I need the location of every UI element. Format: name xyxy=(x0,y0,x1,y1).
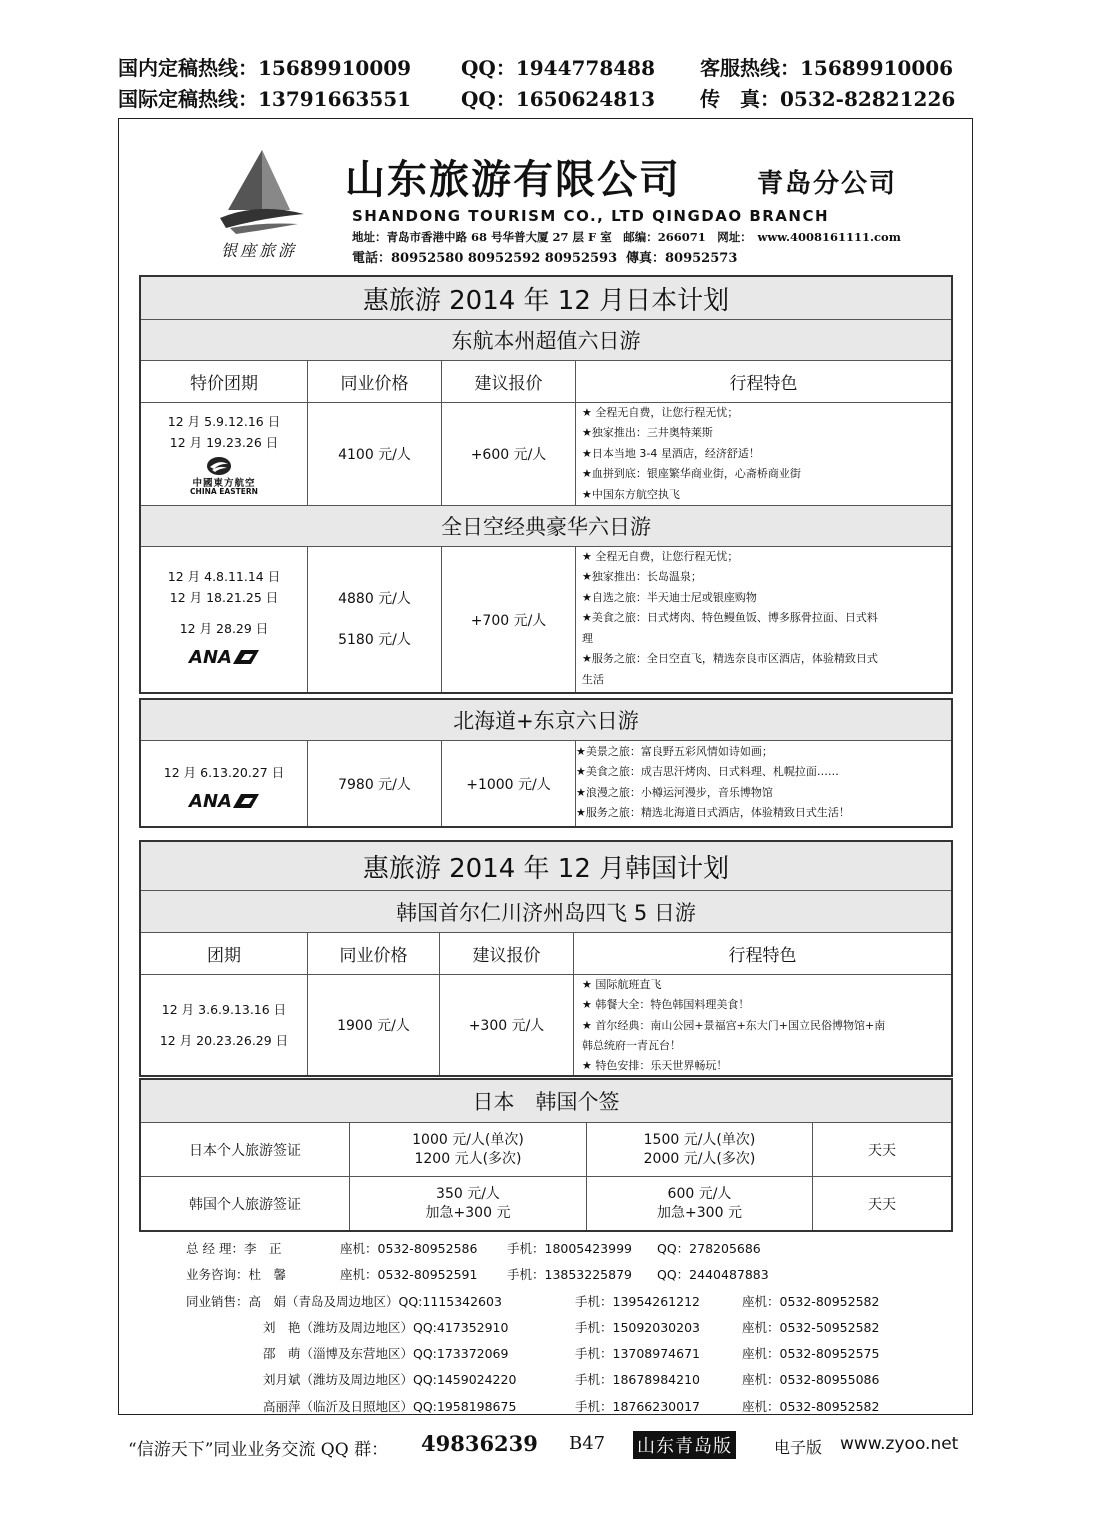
staff-consult-name: 业务咨询：杜 馨 xyxy=(186,1267,287,1282)
tour3-feature-4: ★服务之旅：精选北海道日式酒店，体验精致日式生活！ xyxy=(576,806,850,819)
visa-row-1-price-1a: 1000 元/人(单次) xyxy=(412,1132,524,1148)
visa-row-1-price-2b: 2000 元/人(多次) xyxy=(643,1151,756,1167)
header-trade-price: 同业价格 xyxy=(340,374,409,394)
tour3-feature-3: ★浪漫之旅：小樽运河漫步，音乐博物馆 xyxy=(576,786,773,799)
tour3-name: 北海道+东京六日游 xyxy=(141,700,951,740)
visa-row-2-freq: 天天 xyxy=(868,1196,896,1213)
korea-feature-1: ★ 国际航班直飞 xyxy=(582,978,662,991)
staff-consult-qq: QQ：2440487883 xyxy=(657,1267,769,1282)
tour1-date-2: 12 月 19.23.26 日 xyxy=(169,435,279,450)
footer-edition: 山东青岛版 xyxy=(633,1431,736,1459)
footer-website[interactable]: www.zyoo.net xyxy=(840,1434,959,1454)
staff-consult-tel: 座机：0532-80952591 xyxy=(340,1267,478,1282)
korea-date-2: 12 月 20.23.26.29 日 xyxy=(159,1033,289,1048)
korea-feature-2: ★ 韩餐大全：特色韩国料理美食！ xyxy=(582,998,750,1011)
footer-epaper: 电子版 xyxy=(774,1438,823,1457)
visa-row-2-price-1a: 350 元/人 xyxy=(436,1186,500,1202)
visa-row-2-price-1b: 加急+300 元 xyxy=(425,1205,511,1221)
tour1-feature-5: ★中国东方航空执飞 xyxy=(582,488,680,501)
tour2-date-3: 12 月 28.29 日 xyxy=(179,621,269,636)
staff-sales-3-tel: 座机：0532-80952575 xyxy=(742,1346,880,1361)
qq-2: QQ：1650624813 xyxy=(461,87,656,111)
japan-plan-title: 惠旅游 2014 年 12 月日本计划 xyxy=(141,277,951,319)
logo-text: 银座旅游 xyxy=(221,241,298,260)
visa-row-2-price-2b: 加急+300 元 xyxy=(657,1205,742,1221)
hotline-row-2 xyxy=(118,83,968,109)
tour3-feature-2: ★美食之旅：成吉思汗烤肉、日式料理、札幌拉面…… xyxy=(576,765,839,778)
company-address: 地址：青岛市香港中路 68 号华普大厦 27 层 F 室 邮编：266071 网址： www.4008161111.com xyxy=(352,230,901,244)
staff-sales-3-mobile: 手机：13708974671 xyxy=(575,1346,700,1361)
ana-stripes-icon-2 xyxy=(233,792,259,810)
company-logo-icon xyxy=(218,148,308,236)
korea-date-1: 12 月 3.6.9.13.16 日 xyxy=(161,1002,287,1017)
header-suggested-price: 建议报价 xyxy=(474,374,543,394)
china-eastern-cn: 中國東方航空 xyxy=(192,478,256,489)
tour1-suggested: +600 元/人 xyxy=(470,446,547,463)
staff-sales-2-mobile: 手机：15092030203 xyxy=(575,1320,700,1335)
staff-sales-4-mobile: 手机：18678984210 xyxy=(575,1372,700,1387)
staff-sales-5-tel: 座机：0532-80952582 xyxy=(742,1399,880,1414)
footer-qq-number: 49836239 xyxy=(421,1431,538,1456)
korea-header-dates: 团期 xyxy=(207,946,241,966)
visa-row-1-price-2a: 1500 元/人(单次) xyxy=(643,1132,756,1148)
tour1-feature-1: ★ 全程无自费，让您行程无忧； xyxy=(582,406,739,419)
korea-feature-3: ★ 首尔经典：南山公园+景福宫+东大门+国立民俗博物馆+南 xyxy=(582,1019,886,1032)
intl-hotline: 国际定稿热线：13791663551 xyxy=(118,87,412,111)
tour3-feature-1: ★美景之旅：富良野五彩风情如诗如画； xyxy=(576,745,773,758)
ana-logo-icon-2 xyxy=(141,789,307,813)
korea-header-trade-price: 同业价格 xyxy=(339,946,408,966)
footer-group-label: “信游天下”同业业务交流 QQ 群： xyxy=(128,1440,389,1460)
tour2-name: 全日空经典豪华六日游 xyxy=(141,506,951,546)
company-fax: 傳真：80952573 xyxy=(626,251,738,266)
ana-stripes-icon xyxy=(233,648,259,666)
ana-logo-text: ANA xyxy=(189,646,232,668)
tour2-feature-2: ★独家推出：长岛温泉； xyxy=(582,570,702,583)
tour2-feature-3: ★自选之旅：半天迪士尼或银座购物 xyxy=(582,591,757,604)
staff-gm-qq: QQ：278205686 xyxy=(657,1241,761,1256)
staff-sales-2-tel: 座机：0532-50952582 xyxy=(742,1320,880,1335)
header-dates: 特价团期 xyxy=(190,374,258,394)
tour2-date-1: 12 月 4.8.11.14 日 xyxy=(167,569,281,584)
korea-feature-4: 韩总统府一青瓦台！ xyxy=(582,1039,681,1052)
qq-1: QQ：1944778488 xyxy=(461,56,656,80)
tour2-feature-5: 理 xyxy=(582,632,593,645)
header-features: 行程特色 xyxy=(729,374,798,394)
tour1-price: 4100 元/人 xyxy=(338,446,411,463)
visa-row-1-freq: 天天 xyxy=(868,1142,896,1159)
staff-sales-4: 刘月斌（潍坊及周边地区）QQ:1459024220 xyxy=(263,1372,517,1387)
hotline-row-1 xyxy=(118,52,968,78)
tour2-price-1: 4880 元/人 xyxy=(338,591,411,607)
tour2-feature-1: ★ 全程无自费，让您行程无忧； xyxy=(582,550,739,563)
visa-row-2-name: 韩国个人旅游签证 xyxy=(189,1196,301,1213)
tour1-feature-2: ★独家推出：三井奥特莱斯 xyxy=(582,426,713,439)
tour1-date-1: 12 月 5.9.12.16 日 xyxy=(167,414,281,429)
staff-gm-tel: 座机：0532-80952586 xyxy=(340,1241,478,1256)
company-name: 山东旅游有限公司 xyxy=(345,156,681,203)
tour3-price: 7980 元/人 xyxy=(338,776,411,793)
china-eastern-en: CHINA EASTERN xyxy=(190,486,258,496)
staff-sales-5-mobile: 手机：18766230017 xyxy=(575,1399,700,1414)
staff-sales-1-mobile: 手机：13954261212 xyxy=(575,1294,700,1309)
company-phone: 電話：80952580 80952592 80952593 xyxy=(352,251,618,266)
tour3-suggested: +1000 元/人 xyxy=(466,776,551,793)
korea-header-features: 行程特色 xyxy=(728,946,797,966)
korea-price: 1900 元/人 xyxy=(337,1018,410,1034)
staff-gm-name: 总 经 理：李 正 xyxy=(186,1241,282,1256)
visa-row-1-price-1b: 1200 元人(多次) xyxy=(414,1151,522,1167)
tour2-feature-6: ★服务之旅：全日空直飞，精选奈良市区酒店，体验精致日式 xyxy=(582,652,878,665)
tour1-feature-4: ★血拼到底：银座繁华商业街，心斋桥商业街 xyxy=(582,467,801,480)
domestic-hotline: 国内定稿热线：15689910009 xyxy=(118,56,412,80)
tour2-date-2: 12 月 18.21.25 日 xyxy=(169,590,279,605)
staff-sales-3: 邵 萌（淄博及东营地区）QQ:173372069 xyxy=(263,1346,509,1361)
tour2-feature-7: 生活 xyxy=(582,673,604,686)
tour3-date-1: 12 月 6.13.20.27 日 xyxy=(163,765,285,780)
visa-title: 日本 韩国个签 xyxy=(141,1080,951,1122)
tour2-price-2: 5180 元/人 xyxy=(338,632,411,648)
china-eastern-logo-icon xyxy=(206,456,232,476)
staff-sales-5: 高丽萍（临沂及日照地区）QQ:1958198675 xyxy=(263,1399,517,1414)
korea-feature-5: ★ 特色安排：乐天世界畅玩！ xyxy=(582,1059,728,1072)
korea-plan-title: 惠旅游 2014 年 12 月韩国计划 xyxy=(141,842,951,890)
company-english-name: SHANDONG TOURISM CO., LTD QINGDAO BRANCH xyxy=(352,207,830,225)
tour2-feature-4: ★美食之旅：日式烤肉、特色鳗鱼饭、博多豚骨拉面、日式料 xyxy=(582,611,878,624)
korea-tour-name: 韩国首尔仁川济州岛四飞 5 日游 xyxy=(141,891,951,932)
service-hotline: 客服热线：15689910006 xyxy=(700,56,954,80)
staff-sales-2: 刘 艳（潍坊及周边地区）QQ:417352910 xyxy=(263,1320,509,1335)
visa-row-1-name: 日本个人旅游签证 xyxy=(189,1142,301,1159)
korea-header-suggested: 建议报价 xyxy=(472,946,541,966)
staff-sales-4-tel: 座机：0532-80955086 xyxy=(742,1372,880,1387)
tour1-name: 东航本州超值六日游 xyxy=(141,320,951,360)
staff-gm-mobile: 手机：18005423999 xyxy=(507,1241,632,1256)
fax-hotline: 传 真：0532-82821226 xyxy=(700,87,956,111)
staff-sales-1-tel: 座机：0532-80952582 xyxy=(742,1294,880,1309)
staff-sales-1: 同业销售：高 娟（青岛及周边地区）QQ:1115342603 xyxy=(186,1294,502,1309)
footer-page-number: B47 xyxy=(569,1433,606,1454)
staff-consult-mobile: 手机：13853225879 xyxy=(507,1267,632,1282)
ana-logo-icon xyxy=(141,645,307,669)
company-branch: 青岛分公司 xyxy=(757,169,898,199)
tour1-feature-3: ★日本当地 3-4 星酒店，经济舒适！ xyxy=(582,447,760,460)
ana-logo-text-2: ANA xyxy=(189,790,232,812)
tour2-suggested: +700 元/人 xyxy=(470,612,547,629)
visa-row-2-price-2a: 600 元/人 xyxy=(667,1186,732,1202)
korea-suggested: +300 元/人 xyxy=(468,1018,545,1034)
